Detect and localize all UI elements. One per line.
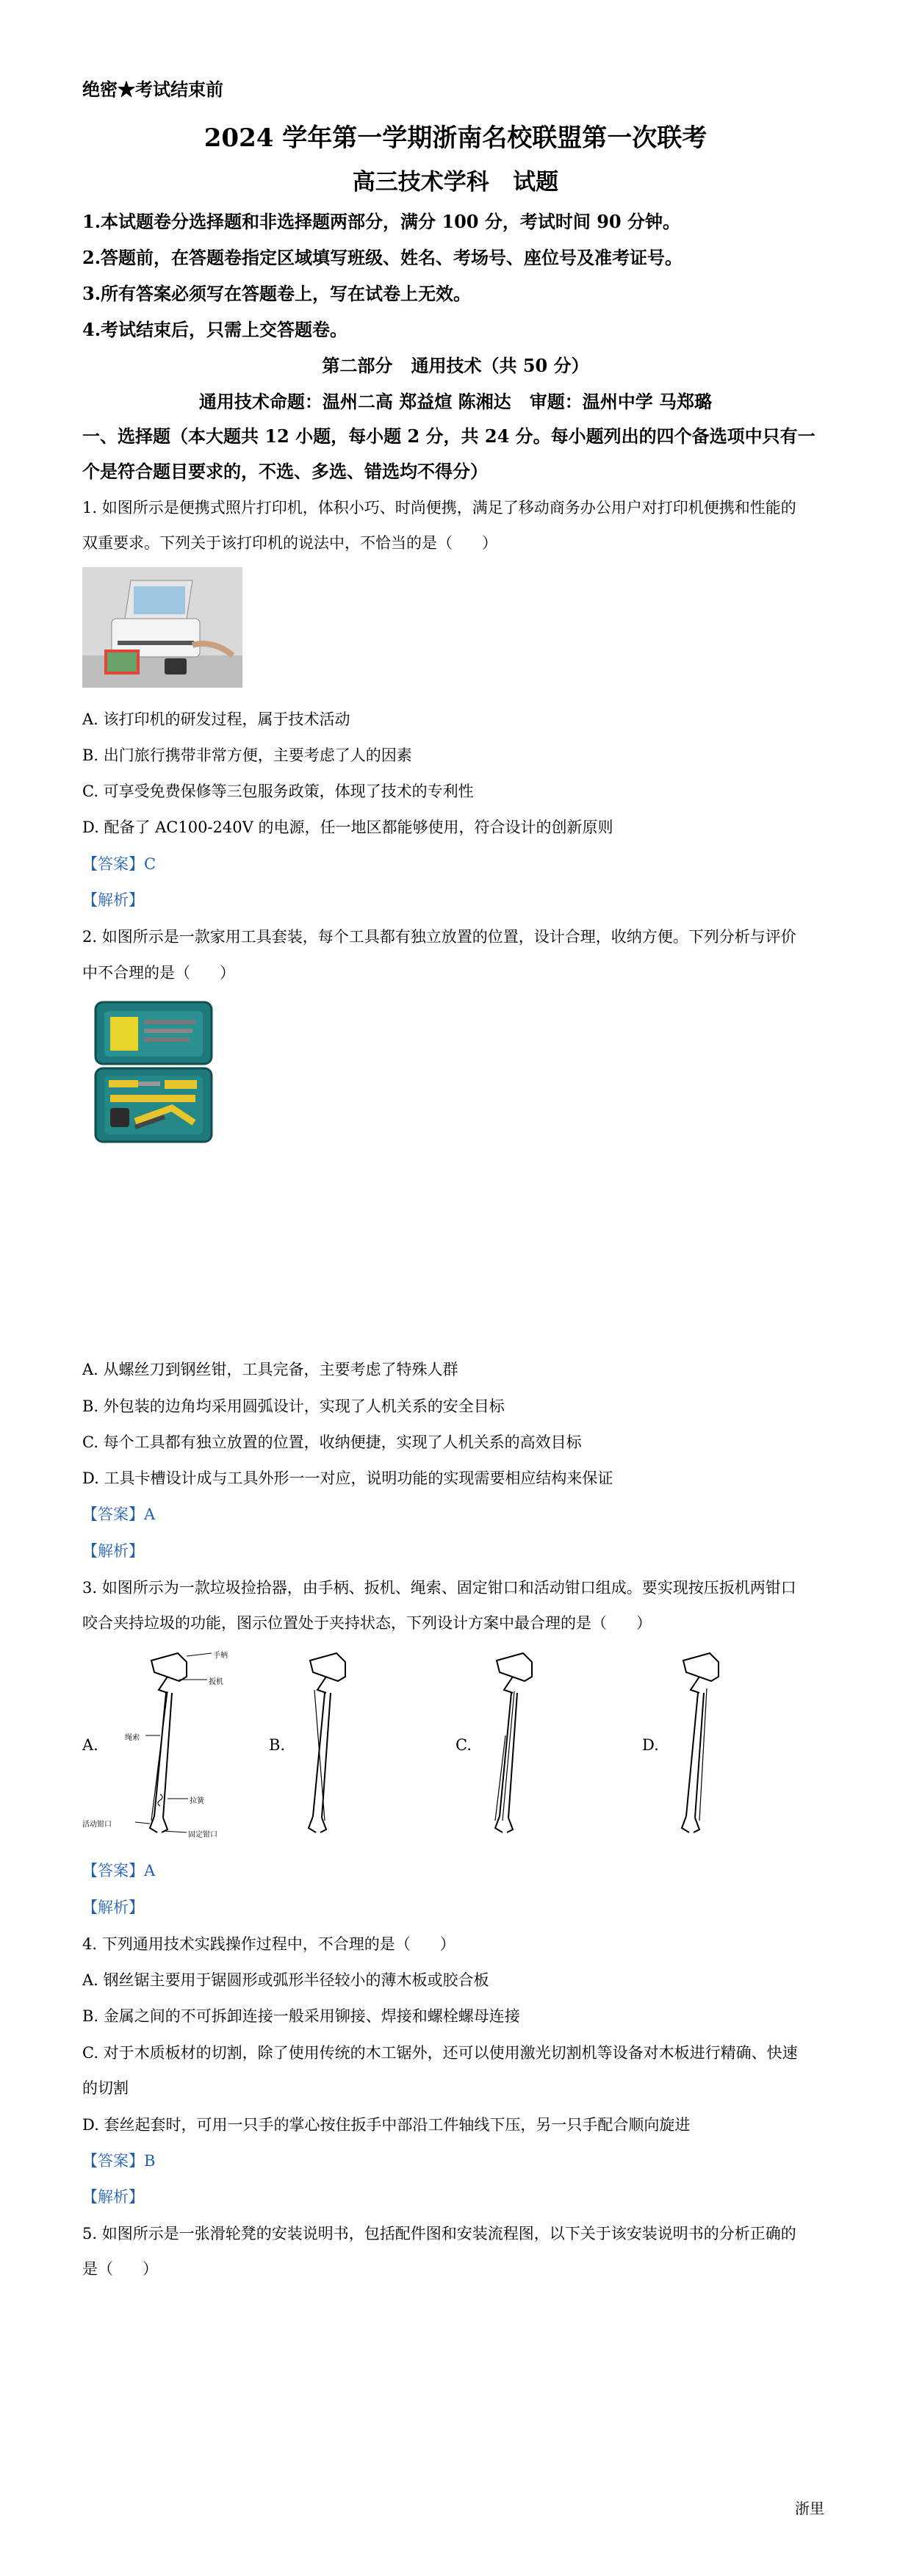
q2-analysis: 【解析】 — [82, 1542, 144, 1560]
part-label-rope: 绳索 — [125, 1734, 140, 1742]
part-label-handle: 手柄 — [213, 1652, 228, 1660]
q1-stem-line1: 1. 如图所示是便携式照片打印机，体积小巧、时尚便携，满足了移动商务办公用户对打印机便携和性能的 — [82, 499, 796, 517]
portable-printer-image — [82, 567, 242, 688]
q5-stem-line1: 5. 如图所示是一张滑轮凳的安装说明书，包括配件图和安装流程图，以下关于该安装说明书的分析正确的 — [82, 2225, 796, 2242]
q2-option-d: D. 工具卡槽设计成与工具外形一一对应，说明功能的实现需要相应结构来保证 — [82, 1469, 613, 1487]
q3-analysis: 【解析】 — [82, 1899, 144, 1916]
q4-option-c-line2: 的切割 — [82, 2079, 129, 2097]
q2-option-b: B. 外包装的边角均采用圆弧设计，实现了人机关系的安全目标 — [82, 1397, 505, 1415]
q1-option-d: D. 配备了 AC100-240V 的电源，任一地区都能够使用，符合设计的创新原则 — [82, 819, 613, 836]
q4-stem: 4. 下列通用技术实践操作过程中，不合理的是（ ） — [82, 1935, 455, 1953]
exam-subtitle: 高三技术学科 试题 — [352, 169, 559, 195]
grabber-diagram-d — [655, 1647, 788, 1840]
q1-answer: 【答案】C — [82, 855, 156, 873]
q4-answer: 【答案】B — [82, 2152, 156, 2170]
instruction-3: 3.所有答案必须写在答题卷上，写在试卷上无效。 — [82, 283, 472, 304]
q2-stem-line2: 中不合理的是（ ） — [82, 964, 236, 982]
grabber-diagram-c — [469, 1647, 601, 1840]
q2-stem-line1: 2. 如图所示是一款家用工具套装，每个工具都有独立放置的位置，设计合理，收纳方便。下列分析与评价 — [82, 928, 796, 946]
instruction-1: 1.本试题卷分选择题和非选择题两部分，满分 100 分，考试时间 90 分钟。 — [82, 211, 680, 232]
q4-option-b: B. 金属之间的不可拆卸连接一般采用铆接、焊接和螺栓螺母连接 — [82, 2007, 520, 2025]
footer-text: 浙里 — [795, 2500, 824, 2517]
part-label-trigger: 扳机 — [209, 1678, 223, 1686]
part-authors: 通用技术命题：温州二高 郑益煊 陈湘达 审题：温州中学 马郑璐 — [198, 391, 713, 412]
q3-stem-line2: 咬合夹持垃圾的功能，图示位置处于夹持状态，下列设计方案中最合理的是（ ） — [82, 1614, 652, 1632]
q3-answer: 【答案】A — [82, 1862, 156, 1879]
q1-option-b: B. 出门旅行携带非常方便，主要考虑了人的因素 — [82, 746, 412, 764]
instruction-4: 4.考试结束后，只需上交答题卷。 — [82, 319, 348, 340]
q2-option-c: C. 每个工具都有独立放置的位置，收纳便捷，实现了人机关系的高效目标 — [82, 1433, 582, 1451]
exam-title: 2024 学年第一学期浙南名校联盟第一次联考 — [204, 123, 707, 153]
q4-option-d: D. 套丝起套时，可用一只手的掌心按住扳手中部沿工件轴线下压，另一只手配合顺向旋进 — [82, 2116, 691, 2134]
q3-option-a-label: A. — [82, 1736, 98, 1754]
q3-option-c-label: C. — [455, 1736, 472, 1754]
q4-option-a: A. 钢丝锯主要用于锯圆形或弧形半径较小的薄木板或胶合板 — [82, 1971, 489, 1989]
part-title: 第二部分 通用技术（共 50 分） — [322, 355, 589, 376]
q1-analysis: 【解析】 — [82, 891, 144, 909]
q5-stem-line2: 是（ ） — [82, 2260, 159, 2278]
part-label-movable-jaw: 活动钳口 — [82, 1821, 112, 1829]
q3-option-b-label: B. — [269, 1736, 286, 1754]
grabber-diagram-a — [116, 1647, 248, 1840]
part-label-fixed-jaw: 固定钳口 — [188, 1831, 217, 1839]
section-heading-line1: 一、选择题（本大题共 12 小题，每小题 2 分，共 24 分。每小题列出的四个备选项中只有一 — [82, 425, 815, 447]
q4-analysis: 【解析】 — [82, 2188, 144, 2206]
q3-option-d-label: D. — [642, 1736, 659, 1754]
q4-option-c-line1: C. 对于木质板材的切割，除了使用传统的木工锯外，还可以使用激光切割机等设备对木板进行精确、快速 — [82, 2044, 798, 2062]
q1-stem-line2: 双重要求。下列关于该打印机的说法中，不恰当的是（ ） — [82, 534, 498, 552]
q3-stem-line1: 3. 如图所示为一款垃圾捡拾器，由手柄、扳机、绳索、固定钳口和活动钳口组成。要实现按压扳机两钳口 — [82, 1579, 796, 1597]
q2-answer: 【答案】A — [82, 1505, 156, 1523]
instruction-2: 2.答题前，在答题卷指定区域填写班级、姓名、考场号、座位号及准考证号。 — [82, 247, 683, 268]
grabber-diagram-b — [282, 1647, 414, 1840]
q2-option-a: A. 从螺丝刀到钢丝钳，工具完备，主要考虑了特殊人群 — [82, 1361, 458, 1378]
part-label-spring: 拉簧 — [190, 1797, 204, 1805]
q1-option-c: C. 可享受免费保修等三包服务政策，体现了技术的专利性 — [82, 782, 474, 800]
q1-option-a: A. 该打印机的研发过程，属于技术活动 — [82, 710, 350, 728]
secret-label: 绝密★考试结束前 — [82, 79, 223, 100]
section-heading-line2: 个是符合题目要求的，不选、多选、错选均不得分） — [82, 461, 488, 482]
tool-kit-image — [91, 998, 216, 1146]
